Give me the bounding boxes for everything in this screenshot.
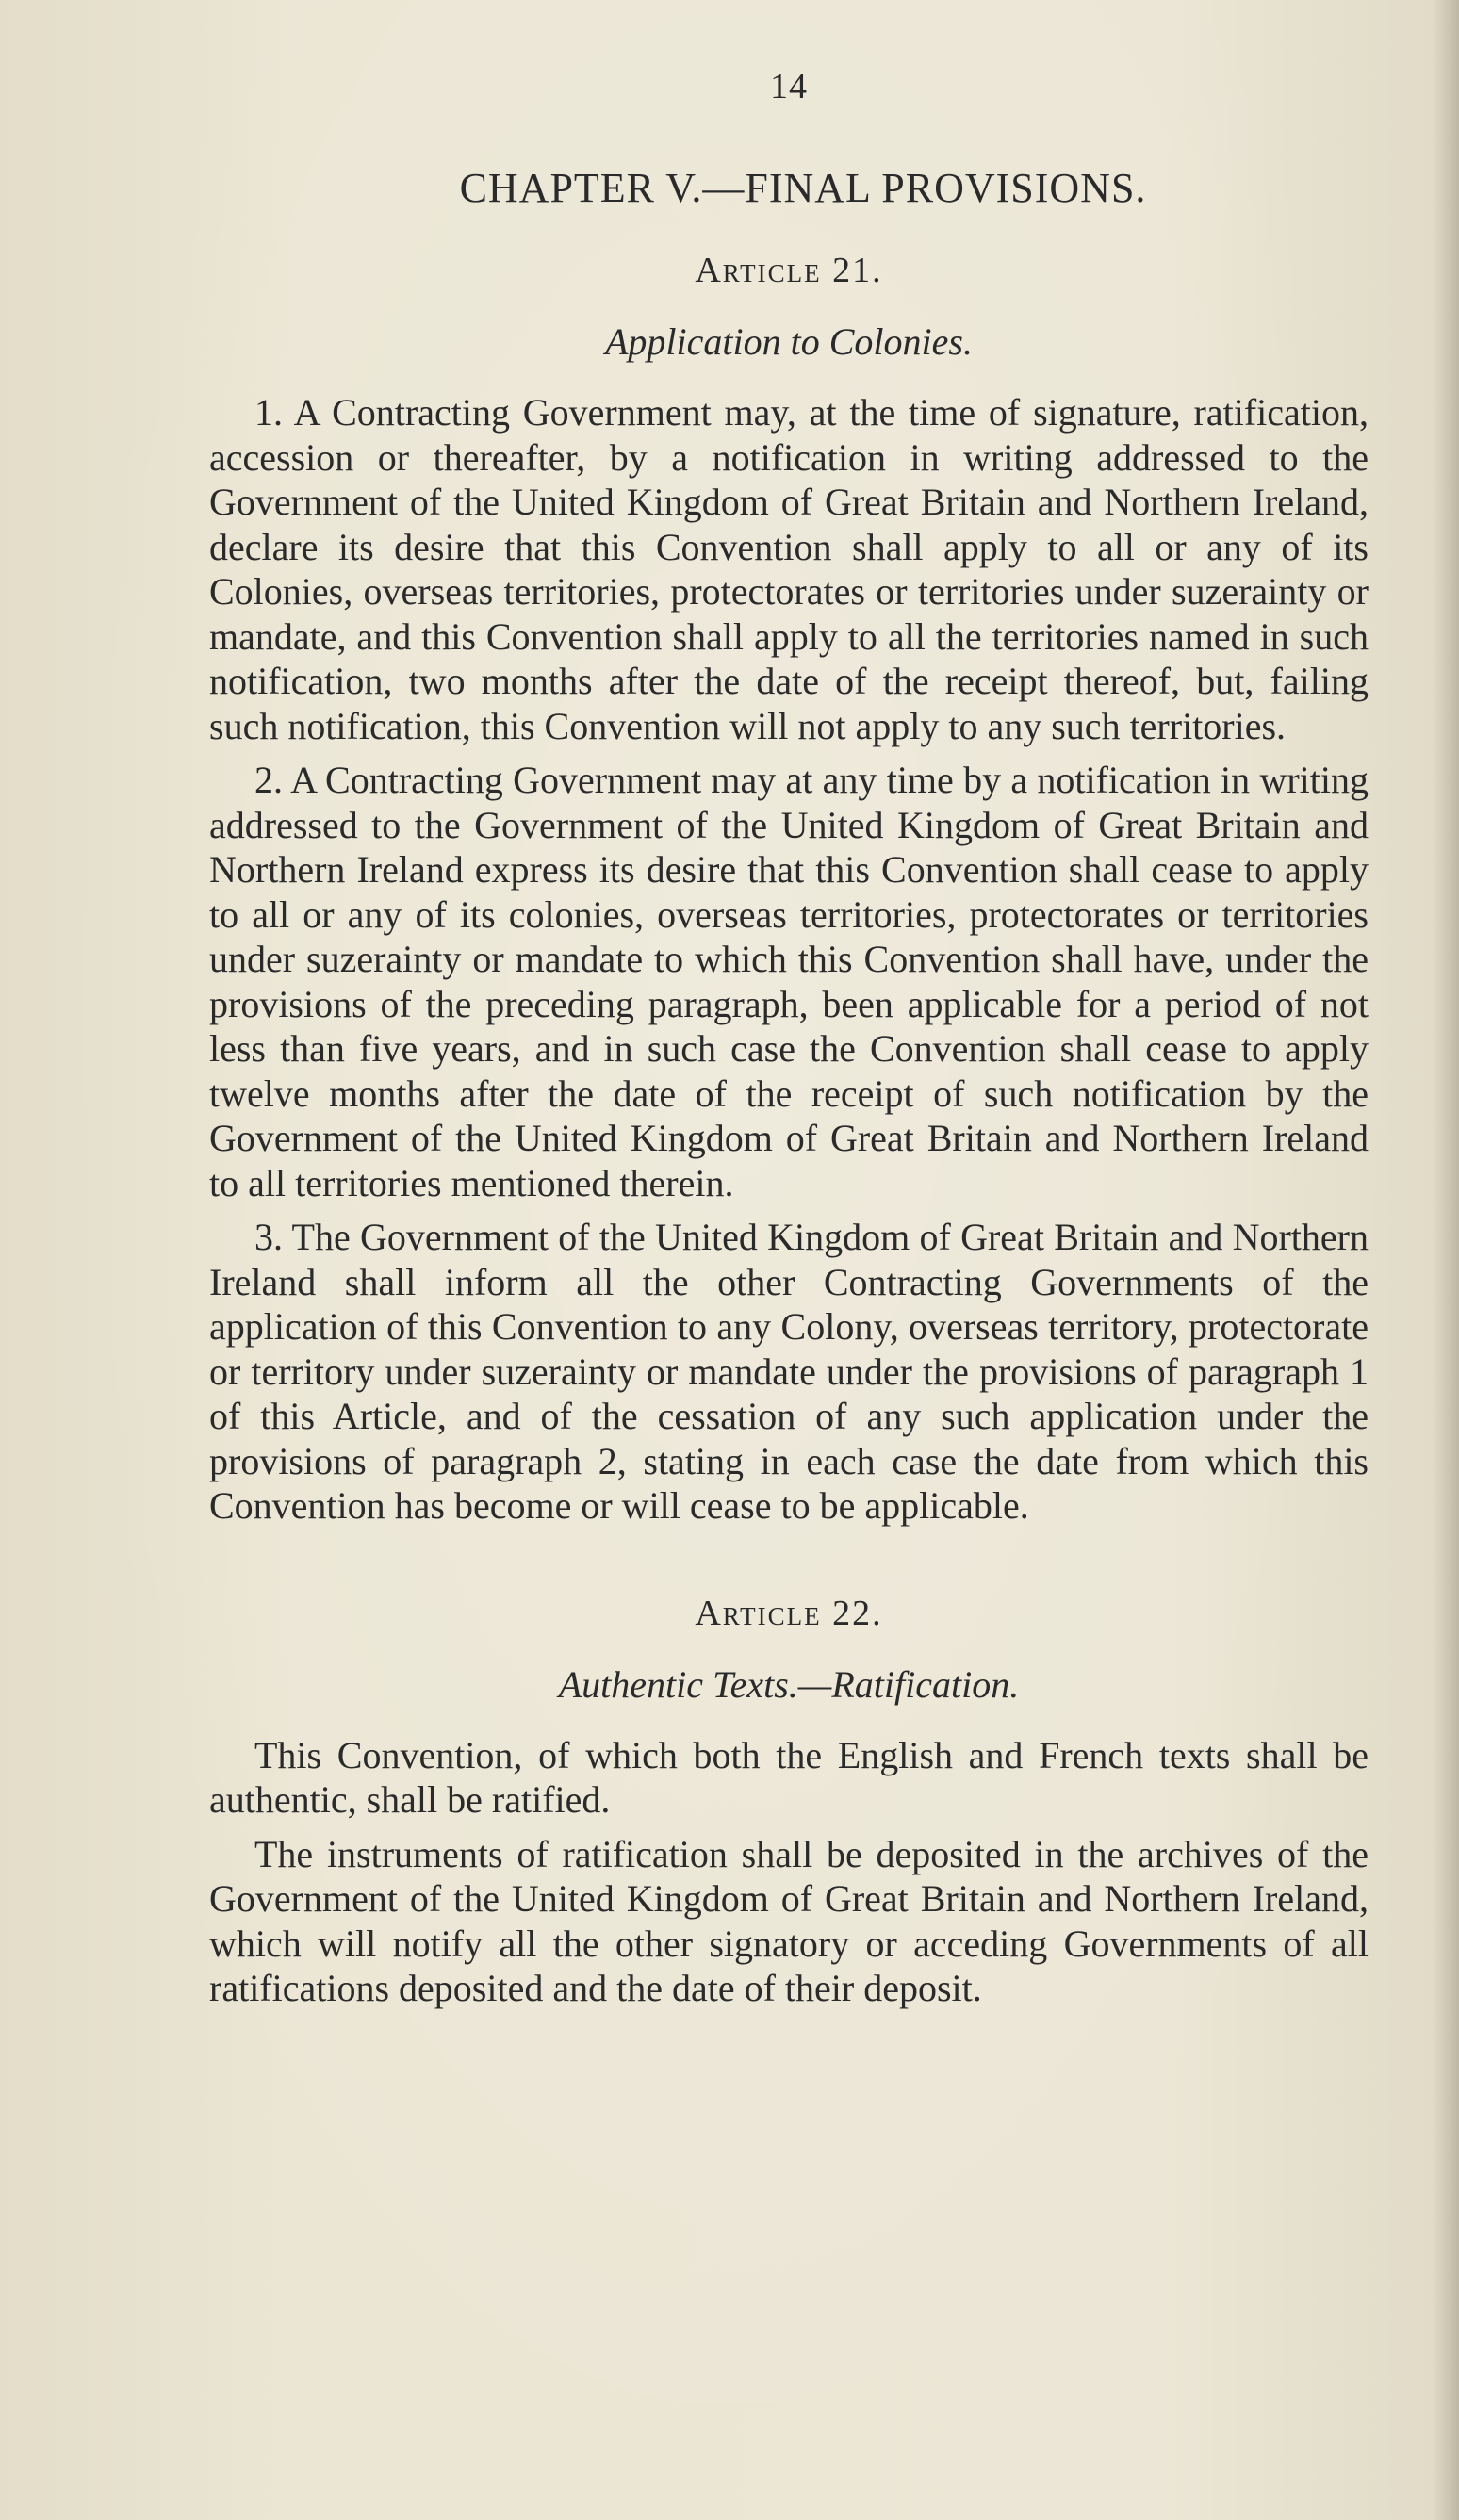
article-22 [209, 1593, 1369, 2011]
article-21 [209, 250, 1369, 1529]
article-paragraph: The instruments of ratification shall be deposited in the archives of the Government of the United Kingdom of Great Britain and Northern Ireland, which will notify all the other signatory or acceding Governments of all ratifications deposited and the date of their deposit. [209, 1832, 1369, 2009]
article-subtitle: Application to Colonies. [605, 320, 973, 363]
article-heading: Article 22. [695, 1593, 883, 1633]
page-content [209, 66, 1369, 2021]
section-spacer [209, 1538, 1369, 1593]
article-paragraph: 1. A Contracting Government may, at the time of signature, ratification, accession or thereafter, by a notification in writing addressed to the Government of the United Kingdom of Great Britain and Northern Ireland, declare its desire that this Convention shall apply to all or any of its Colonies, overseas territories, protectorates or territories under suzerainty or mandate, and this Convention shall apply to all the territories named in such notification, two months after the date of the receipt thereof, but, failing such notification, this Convention will not apply to any such territories. [209, 391, 1369, 747]
page-number: 14 [770, 67, 808, 106]
article-paragraph: 3. The Government of the United Kingdom of Great Britain and Northern Ireland shall inform all the other Contracting Governments of the application of this Convention to any Colony, overseas territory, protectorate or territory under suzerainty or mandate under the provisions of paragraph 1 of this Article, and of the cessation of any such application under the provisions of paragraph 2, stating in each case the date from which this Convention has become or will cease to be applicable. [209, 1216, 1369, 1527]
article-paragraph: This Convention, of which both the English and French texts shall be authentic, shall be ratified. [209, 1733, 1369, 1821]
chapter-title: CHAPTER V.—FINAL PROVISIONS. [459, 165, 1147, 211]
article-heading: Article 21. [695, 251, 883, 290]
article-paragraph: 2. A Contracting Government may at any time by a notification in writing addressed to the Government of the United Kingdom of Great Britain and Northern Ireland express its desire that this Convention shall cease to apply to all or any of its colonies, overseas territories, protectorates or territories under suzerainty or mandate to which this Convention shall have, under the provisions of the preceding paragraph, been applicable for a period of not less than five years, and in such case the Convention shall cease to apply twelve months after the date of the receipt of such notification by the Government of the United Kingdom of Great Britain and Northern Ireland to all territories mentioned therein. [209, 759, 1369, 1204]
page-edge-shadow [1433, 0, 1459, 2520]
article-subtitle: Authentic Texts.—Ratification. [558, 1662, 1020, 1706]
